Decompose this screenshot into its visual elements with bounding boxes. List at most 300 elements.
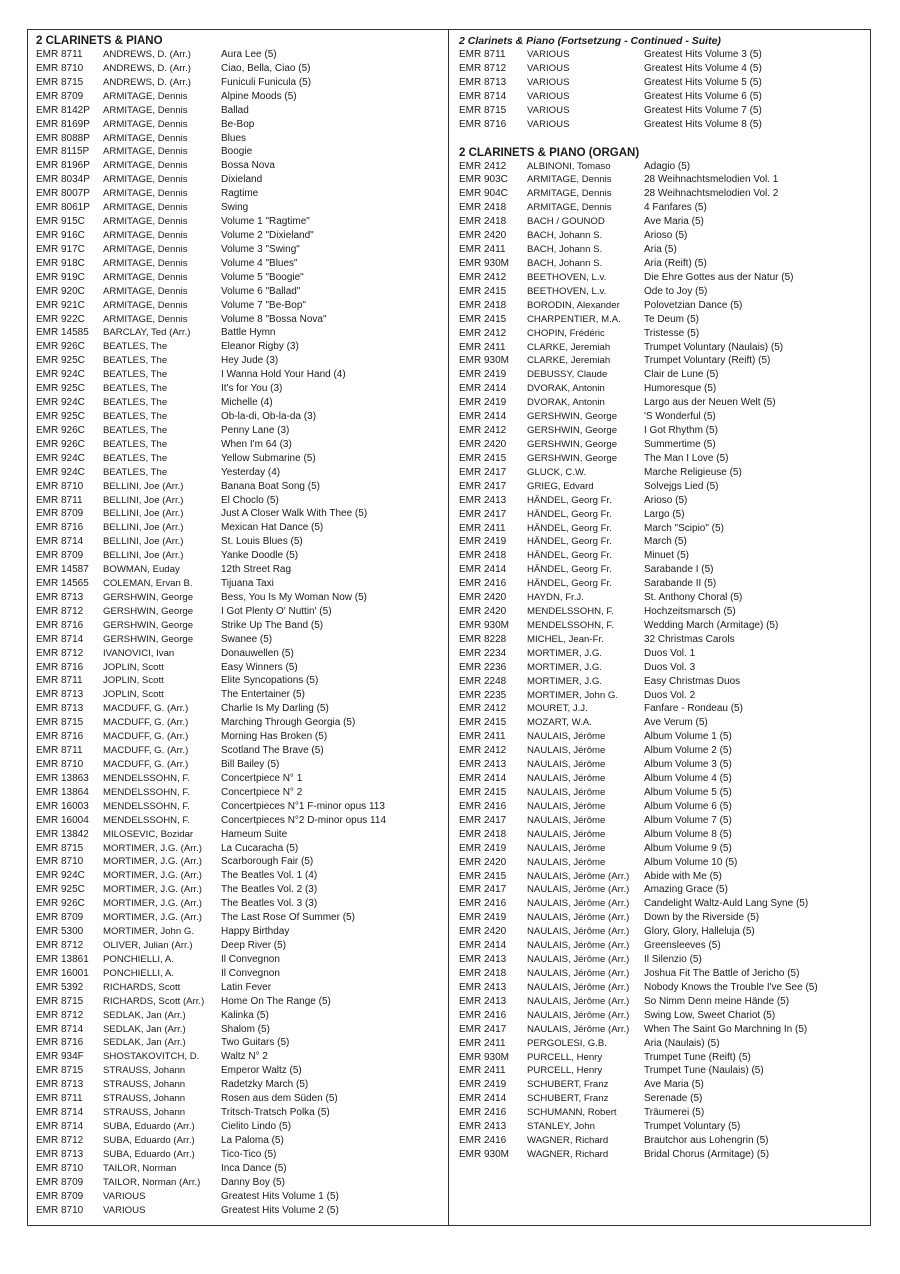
work-title: Trumpet Tune (Naulais) (5)	[644, 1065, 764, 1077]
catalog-number: EMR 930M	[459, 619, 510, 631]
catalog-number: EMR 2412	[459, 745, 507, 757]
work-title: El Choclo (5)	[221, 494, 279, 506]
catalog-entry	[459, 1120, 867, 1134]
composer: BEATLES, The	[103, 383, 168, 395]
composer: SHOSTAKOVITCH, D.	[103, 1051, 200, 1063]
catalog-entry	[459, 730, 867, 744]
catalog-entry	[459, 396, 867, 410]
catalog-entry	[36, 507, 444, 521]
catalog-number: EMR 8714	[36, 1023, 84, 1035]
catalog-number: EMR 917C	[36, 243, 85, 255]
composer: ARMITAGE, Dennis	[103, 174, 188, 186]
work-title: Cielito Lindo (5)	[221, 1120, 292, 1132]
work-title: Humoresque (5)	[644, 383, 717, 395]
composer: HÄNDEL, Georg Fr.	[527, 522, 612, 534]
composer: CLARKE, Jeremiah	[527, 355, 611, 367]
work-title: The Beatles Vol. 1 (4)	[221, 870, 318, 882]
catalog-number: EMR 2414	[459, 940, 507, 952]
work-title: Ob-la-di, Ob-la-da (3)	[221, 410, 317, 422]
catalog-number: EMR 2419	[459, 536, 507, 548]
catalog-number: EMR 2412	[459, 327, 507, 339]
work-title: Just A Closer Walk With Thee (5)	[221, 508, 368, 520]
catalog-entry	[36, 633, 444, 647]
catalog-number: EMR 8714	[36, 1107, 84, 1119]
work-title: Hameum Suite	[221, 828, 288, 840]
work-title: Aria (Naulais) (5)	[644, 1037, 720, 1049]
catalog-number: EMR 2415	[459, 285, 507, 297]
catalog-number: EMR 2419	[459, 369, 507, 381]
work-title: Clair de Lune (5)	[644, 369, 719, 381]
composer: PONCHIELLI, A.	[103, 967, 174, 979]
work-title: Album Volume 5 (5)	[644, 787, 732, 799]
work-title: Bill Bailey (5)	[221, 759, 280, 771]
composer: MENDELSSOHN, F.	[103, 800, 190, 812]
work-title: Shalom (5)	[221, 1023, 270, 1035]
catalog-number: EMR 8711	[36, 1093, 83, 1105]
catalog-entry	[36, 786, 444, 800]
catalog-number: EMR 8713	[36, 689, 84, 701]
catalog-number: EMR 2234	[459, 647, 507, 659]
work-title: Album Volume 6 (5)	[644, 800, 732, 812]
composer: ARMITAGE, Dennis	[527, 188, 612, 200]
catalog-number: EMR 8710	[36, 1162, 84, 1174]
catalog-number: EMR 8142P	[36, 104, 90, 116]
catalog-number: EMR 2419	[459, 1079, 507, 1091]
composer: MORTIMER, J.G. (Arr.)	[103, 842, 202, 854]
catalog-entry	[36, 215, 444, 229]
composer: SCHUMANN, Robert	[527, 1107, 617, 1119]
catalog-number: EMR 13863	[36, 772, 89, 784]
composer: ARMITAGE, Dennis	[103, 104, 188, 116]
catalog-number: EMR 2420	[459, 926, 507, 938]
composer: BEATLES, The	[103, 438, 168, 450]
catalog-entry	[459, 814, 867, 828]
catalog-number: EMR 2415	[459, 452, 507, 464]
catalog-number: EMR 8710	[36, 1204, 84, 1216]
catalog-number: EMR 8034P	[36, 174, 90, 186]
composer: RICHARDS, Scott	[103, 981, 181, 993]
catalog-entry	[459, 689, 867, 703]
catalog-number: EMR 2248	[459, 675, 507, 687]
catalog-entry	[36, 1134, 444, 1148]
composer: ARMITAGE, Dennis	[103, 257, 188, 269]
composer: NAULAIS, Jérôme (Arr.)	[527, 884, 630, 896]
work-title: Easy Winners (5)	[221, 661, 298, 673]
catalog-number: EMR 8712	[36, 1134, 84, 1146]
catalog-entry	[36, 674, 444, 688]
composer: COLEMAN, Ervan B.	[103, 578, 193, 590]
catalog-number: EMR 2412	[459, 160, 507, 172]
composer: BEETHOVEN, L.v.	[527, 271, 607, 283]
composer: MILOSEVIC, Bozidar	[103, 828, 194, 840]
work-title: Serenade (5)	[644, 1093, 703, 1105]
composer: MORTIMER, J.G. (Arr.)	[103, 856, 202, 868]
catalog-entry	[459, 744, 867, 758]
catalog-number: EMR 8712	[36, 647, 84, 659]
catalog-number: EMR 2417	[459, 814, 507, 826]
catalog-number: EMR 8715	[36, 995, 84, 1007]
catalog-number: EMR 8713	[36, 703, 84, 715]
work-title: Volume 1 "Ragtime"	[221, 216, 310, 228]
composer: BEATLES, The	[103, 341, 168, 353]
catalog-number: EMR 924C	[36, 397, 85, 409]
work-title: Glory, Glory, Halleluja (5)	[644, 926, 755, 938]
composer: MORTIMER, J.G.	[527, 675, 602, 687]
catalog-number: EMR 916C	[36, 229, 85, 241]
catalog-entry	[459, 995, 867, 1009]
work-title: Joshua Fit The Battle of Jericho (5)	[644, 968, 800, 979]
composer: NAULAIS, Jérôme	[527, 759, 606, 771]
work-title: Album Volume 2 (5)	[644, 745, 732, 757]
catalog-entry	[36, 981, 444, 995]
work-title: Ballad	[221, 104, 249, 116]
work-title: Deep River (5)	[221, 940, 287, 951]
composer: TAILOR, Norman (Arr.)	[103, 1176, 201, 1188]
catalog-entry	[36, 187, 444, 201]
composer: HÄNDEL, Georg Fr.	[527, 564, 612, 576]
catalog-entry	[459, 104, 867, 118]
work-title: Il Convegnon	[221, 953, 280, 965]
work-title: Duos Vol. 1	[644, 647, 696, 659]
catalog-entry	[459, 424, 867, 438]
composer: MORTIMER, J.G.	[527, 661, 602, 673]
catalog-entry	[459, 327, 867, 341]
catalog-entry	[36, 744, 444, 758]
work-title: Greatest Hits Volume 2 (5)	[221, 1204, 339, 1216]
composer: MORTIMER, J.G.	[527, 647, 602, 659]
catalog-entry	[36, 535, 444, 549]
work-title: Yesterday (4)	[221, 466, 281, 478]
work-title: Polovetzian Dance (5)	[644, 299, 743, 311]
catalog-entry	[36, 452, 444, 466]
catalog-number: EMR 8715	[459, 104, 507, 116]
composer: SCHUBERT, Franz	[527, 1093, 609, 1105]
catalog-entry	[459, 215, 867, 229]
catalog-entry	[36, 688, 444, 702]
catalog-entry	[459, 48, 867, 62]
catalog-number: EMR 8709	[36, 90, 84, 102]
catalog-number: EMR 2413	[459, 981, 507, 993]
composer: SUBA, Eduardo (Arr.)	[103, 1148, 195, 1160]
work-title: Ave Maria (5)	[644, 1079, 704, 1091]
composer: DVORAK, Antonin	[527, 383, 605, 395]
continued-list	[459, 48, 867, 132]
composer: GERSHWIN, George	[103, 605, 194, 617]
catalog-entry	[36, 702, 444, 716]
work-title: Aria (5)	[644, 244, 677, 256]
composer: ARMITAGE, Dennis	[103, 271, 188, 283]
catalog-number: EMR 903C	[459, 174, 508, 186]
catalog-entry	[459, 1134, 867, 1148]
work-title: Ave Verum (5)	[644, 717, 708, 729]
work-title: Il Silenzio (5)	[644, 954, 702, 966]
work-title: Largo aus der Neuen Welt (5)	[644, 397, 776, 409]
work-title: Hochzeitsmarsch (5)	[644, 606, 736, 618]
catalog-entry	[36, 201, 444, 215]
composer: MENDELSSOHN, F.	[527, 619, 614, 631]
work-title: Dixieland	[221, 174, 263, 186]
composer: STRAUSS, Johann	[103, 1079, 186, 1091]
catalog-number: EMR 930M	[459, 1148, 510, 1160]
work-title: Greatest Hits Volume 1 (5)	[221, 1190, 339, 1202]
composer: PURCELL, Henry	[527, 1065, 603, 1077]
composer: BACH, Johann S.	[527, 244, 603, 256]
catalog-entry	[459, 285, 867, 299]
work-title: Aria (Reift) (5)	[644, 257, 707, 269]
catalog-entry	[459, 605, 867, 619]
catalog-entry	[36, 1106, 444, 1120]
section-gap	[459, 132, 867, 146]
catalog-number: EMR 8714	[36, 633, 84, 645]
work-title: Rosen aus dem Süden (5)	[221, 1093, 338, 1105]
composer: NAULAIS, Jérôme	[527, 800, 606, 812]
work-title: Brautchor aus Lohengrin (5)	[644, 1135, 769, 1147]
catalog-number: EMR 2417	[459, 480, 507, 492]
catalog-entry	[459, 522, 867, 536]
work-title: Album Volume 4 (5)	[644, 773, 732, 785]
catalog-entry	[36, 1148, 444, 1162]
composer: HÄNDEL, Georg Fr.	[527, 508, 612, 520]
catalog-number: EMR 14565	[36, 578, 89, 590]
catalog-entry	[459, 229, 867, 243]
composer: BEATLES, The	[103, 397, 168, 409]
composer: NAULAIS, Jérôme (Arr.)	[527, 926, 630, 938]
composer: ARMITAGE, Dennis	[103, 285, 188, 297]
catalog-number: EMR 8712	[459, 62, 507, 74]
work-title: Greatest Hits Volume 7 (5)	[644, 104, 762, 116]
catalog-entry	[36, 1050, 444, 1064]
catalog-number: EMR 8716	[459, 118, 507, 130]
composer: WAGNER, Richard	[527, 1135, 609, 1147]
catalog-number: EMR 5300	[36, 926, 84, 938]
work-title: 28 Weihnachtsmelodien Vol. 1	[644, 174, 779, 186]
composer: ALBINONI, Tomaso	[527, 160, 611, 172]
catalog-entry	[36, 1078, 444, 1092]
work-title: Fanfare - Rondeau (5)	[644, 703, 743, 715]
catalog-entry	[36, 995, 444, 1009]
catalog-number: EMR 8709	[36, 1190, 84, 1202]
catalog-number: EMR 8061P	[36, 202, 90, 214]
catalog-entry	[459, 800, 867, 814]
catalog-number: EMR 924C	[36, 870, 85, 882]
work-title: It's for You (3)	[221, 383, 283, 395]
catalog-number: EMR 930M	[459, 355, 510, 367]
composer: BEATLES, The	[103, 466, 168, 478]
catalog-entry	[459, 1023, 867, 1037]
catalog-number: EMR 925C	[36, 383, 85, 395]
catalog-entry	[459, 870, 867, 884]
work-title: Marche Religieuse (5)	[644, 466, 742, 478]
composer: BACH / GOUNOD	[527, 216, 605, 228]
composer: SEDLAK, Jan (Arr.)	[103, 1037, 186, 1049]
catalog-number: EMR 2414	[459, 564, 507, 576]
work-title: Largo (5)	[644, 508, 685, 520]
work-title: Tijuana Taxi	[221, 578, 274, 590]
catalog-number: EMR 8716	[36, 731, 84, 743]
catalog-entry	[36, 480, 444, 494]
catalog-entry	[36, 1009, 444, 1023]
catalog-number: EMR 8713	[36, 591, 84, 603]
composer: MOZART, W.A.	[527, 717, 592, 729]
catalog-entry	[36, 1092, 444, 1106]
work-title: The Last Rose Of Summer (5)	[221, 912, 355, 924]
catalog-entry	[459, 90, 867, 104]
work-title: Scarborough Fair (5)	[221, 856, 314, 868]
work-title: Hey Jude (3)	[221, 355, 279, 367]
catalog-number: EMR 2417	[459, 884, 507, 896]
work-title: Scotland The Brave (5)	[221, 745, 324, 757]
composer: BEATLES, The	[103, 410, 168, 422]
work-title: Ciao, Bella, Ciao (5)	[221, 62, 311, 74]
catalog-number: EMR 8169P	[36, 118, 90, 130]
catalog-entry	[36, 257, 444, 271]
composer: VARIOUS	[103, 1190, 146, 1202]
composer: NAULAIS, Jérôme	[527, 731, 606, 743]
work-title: Mexican Hat Dance (5)	[221, 522, 324, 534]
catalog-entry	[459, 842, 867, 856]
composer: RICHARDS, Scott (Arr.)	[103, 995, 205, 1007]
catalog-number: EMR 2419	[459, 397, 507, 409]
catalog-entry	[36, 911, 444, 925]
catalog-number: EMR 2420	[459, 856, 507, 868]
catalog-entry	[36, 132, 444, 146]
catalog-entry	[36, 1023, 444, 1037]
catalog-number: EMR 8711	[36, 745, 83, 757]
catalog-number: EMR 13842	[36, 828, 89, 840]
catalog-number: EMR 2418	[459, 968, 507, 979]
work-title: I Wanna Hold Your Hand (4)	[221, 369, 346, 381]
composer: NAULAIS, Jérôme	[527, 842, 606, 854]
catalog-entry	[36, 118, 444, 132]
catalog-entry	[459, 1092, 867, 1106]
catalog-number: EMR 2412	[459, 271, 507, 283]
catalog-number: EMR 2416	[459, 1009, 507, 1021]
work-title: Swing	[221, 202, 249, 214]
catalog-entry	[36, 313, 444, 327]
composer: MENDELSSOHN, F.	[103, 772, 190, 784]
work-title: Volume 4 "Blues"	[221, 257, 298, 269]
work-title: Sarabande I (5)	[644, 564, 714, 576]
catalog-entry	[36, 1162, 444, 1176]
catalog-entry	[459, 62, 867, 76]
work-title: Battle Hymn	[221, 327, 276, 339]
catalog-number: EMR 8088P	[36, 132, 90, 144]
catalog-entry	[459, 480, 867, 494]
composer: ARMITAGE, Dennis	[527, 174, 612, 186]
work-title: Album Volume 3 (5)	[644, 759, 732, 771]
composer: NAULAIS, Jérôme	[527, 745, 606, 757]
catalog-entry	[459, 354, 867, 368]
catalog-number: EMR 925C	[36, 410, 85, 422]
catalog-number: EMR 8711	[36, 49, 83, 60]
catalog-number: EMR 14585	[36, 327, 89, 339]
catalog-number: EMR 2420	[459, 592, 507, 604]
catalog-entry	[459, 1037, 867, 1051]
catalog-number: EMR 8713	[459, 76, 507, 88]
catalog-number: EMR 2416	[459, 578, 507, 590]
composer: MORTIMER, John G.	[527, 689, 618, 701]
composer: NAULAIS, Jérôme	[527, 787, 606, 799]
composer: ARMITAGE, Dennis	[527, 202, 612, 214]
catalog-number: EMR 930M	[459, 1051, 510, 1063]
work-title: Concertpiece N° 2	[221, 786, 303, 798]
composer: IVANOVICI, Ivan	[103, 647, 175, 659]
catalog-entry	[36, 647, 444, 661]
work-title: Two Guitars (5)	[221, 1037, 290, 1049]
work-title: Easy Christmas Duos	[644, 675, 741, 687]
catalog-number: EMR 2419	[459, 842, 507, 854]
catalog-number: EMR 924C	[36, 466, 85, 478]
work-title: I Got Rhythm (5)	[644, 425, 718, 437]
composer: MACDUFF, G. (Arr.)	[103, 703, 189, 715]
catalog-number: EMR 2413	[459, 759, 507, 771]
catalog-entry	[36, 869, 444, 883]
catalog-entry	[459, 675, 867, 689]
catalog-entry	[459, 438, 867, 452]
catalog-entry	[36, 563, 444, 577]
catalog-entry	[36, 730, 444, 744]
composer: STANLEY, John	[527, 1121, 595, 1133]
composer: PONCHIELLI, A.	[103, 953, 174, 965]
work-title: Nobody Knows the Trouble I've See (5)	[644, 981, 818, 993]
catalog-number: EMR 926C	[36, 341, 85, 353]
catalog-entry	[459, 313, 867, 327]
catalog-number: EMR 2415	[459, 787, 507, 799]
catalog-entry	[36, 521, 444, 535]
composer: BELLINI, Joe (Arr.)	[103, 494, 184, 506]
work-title: When The Saint Go Marchning In (5)	[644, 1023, 808, 1035]
composer: MENDELSSOHN, F.	[527, 606, 614, 618]
catalog-entry	[36, 605, 444, 619]
catalog-number: EMR 2415	[459, 717, 507, 729]
catalog-number: EMR 8709	[36, 912, 84, 924]
catalog-entry	[36, 1204, 444, 1218]
catalog-entry	[36, 577, 444, 591]
catalog-entry	[459, 452, 867, 466]
work-title: Happy Birthday	[221, 926, 290, 938]
work-title: Donauwellen (5)	[221, 647, 294, 659]
work-title: Greensleeves (5)	[644, 940, 721, 952]
composer: PERGOLESI, G.B.	[527, 1037, 607, 1049]
composer: BARCLAY, Ted (Arr.)	[103, 327, 191, 339]
catalog-entry	[36, 716, 444, 730]
catalog-number: EMR 8712	[36, 605, 84, 617]
composer: VARIOUS	[527, 118, 570, 130]
composer: BEATLES, The	[103, 369, 168, 381]
catalog-number: EMR 8713	[36, 1079, 84, 1091]
catalog-entry	[459, 633, 867, 647]
work-title: Volume 6 "Ballad"	[221, 285, 301, 297]
catalog-number: EMR 2417	[459, 466, 507, 478]
composer: ANDREWS, D. (Arr.)	[103, 62, 191, 74]
work-title: Waltz N° 2	[221, 1051, 268, 1063]
catalog-entry	[459, 1106, 867, 1120]
work-title: Kalinka (5)	[221, 1009, 269, 1021]
composer: MACDUFF, G. (Arr.)	[103, 745, 189, 757]
catalog-entry	[459, 299, 867, 313]
catalog-entry	[36, 897, 444, 911]
composer: ARMITAGE, Dennis	[103, 313, 188, 325]
composer: DEBUSSY, Claude	[527, 369, 608, 381]
work-title: The Beatles Vol. 3 (3)	[221, 898, 318, 910]
catalog-entry	[36, 661, 444, 675]
catalog-entry	[36, 814, 444, 828]
composer: MACDUFF, G. (Arr.)	[103, 731, 189, 743]
composer: CLARKE, Jeremiah	[527, 341, 611, 353]
composer: BEATLES, The	[103, 355, 168, 367]
left-column	[36, 34, 444, 1217]
catalog-entry	[36, 883, 444, 897]
